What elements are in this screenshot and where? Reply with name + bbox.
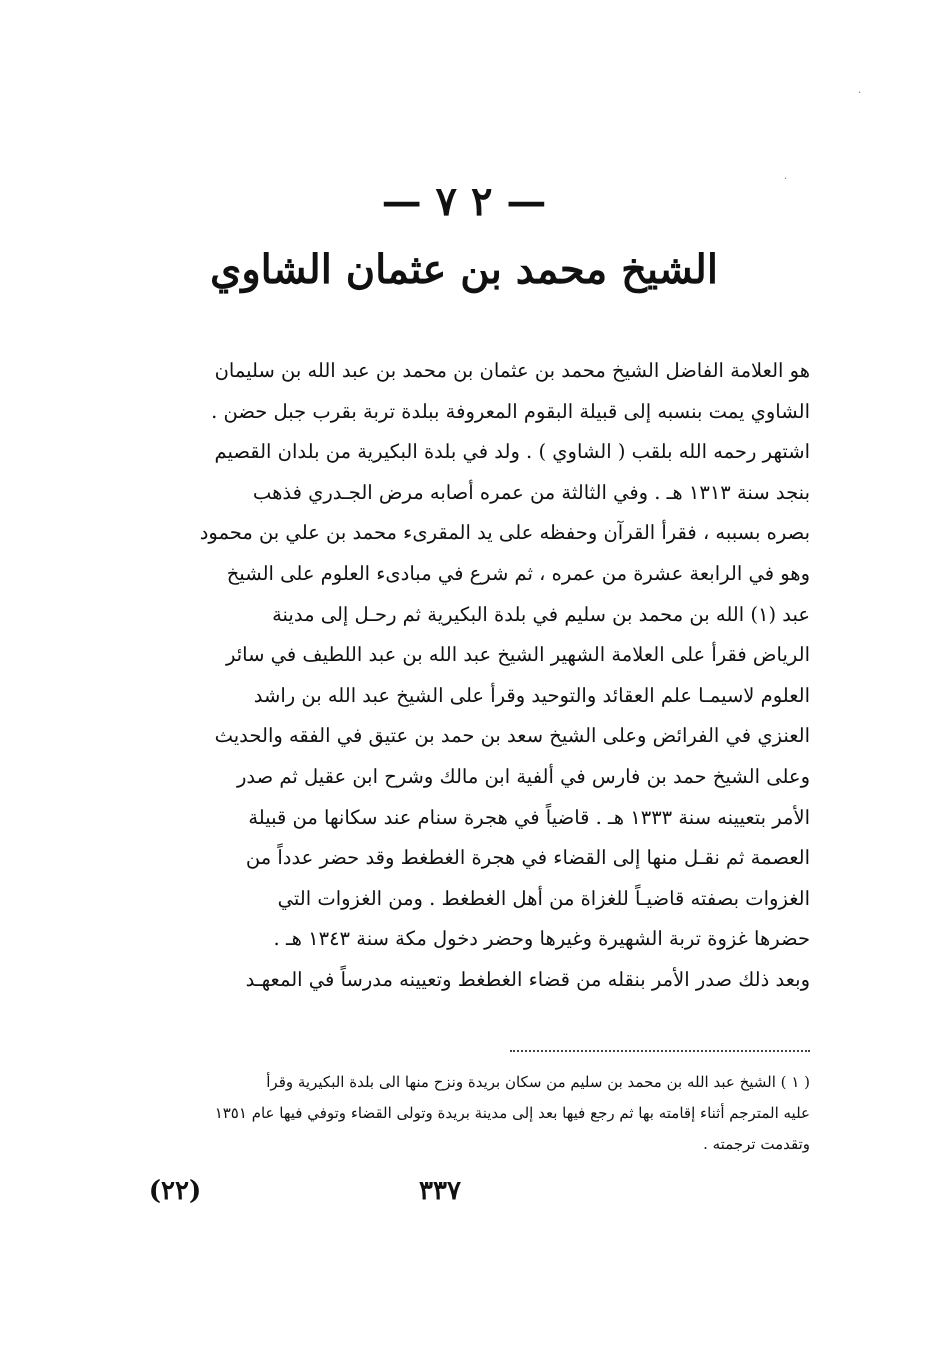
biography-title: الشيخ محمد بن عثمان الشاوي: [210, 246, 718, 293]
text-line: الغزوات بصفته قاضيـاً للغزاة من أهل الغطغط . ومن الغزوات التي: [277, 886, 810, 910]
text-line: الشاوي يمت بنسبه إلى قبيلة البقوم المعروفة ببلدة تربة بقرب جبل حضن .: [211, 399, 810, 423]
text-line: حضرها غزوة تربة الشهيرة وغيرها وحضر دخول مكة سنة ١٣٤٣ هـ .: [273, 927, 810, 951]
text-line: العصمة ثم نقـل منها إلى القضاء في هجرة الغطغط وقد حضر عدداً من: [245, 846, 810, 870]
text-line: العنزي في الفرائض وعلى الشيخ سعد بن حمد بن عتيق في الفقه والحديث: [214, 724, 810, 748]
text-line: هو العلامة الفاضل الشيخ محمد بن عثمان بن محمد بن عبد الله بن سليمان: [214, 359, 810, 382]
page-number: ٣٣٧: [419, 1176, 461, 1206]
text-line: وبعد ذلك صدر الأمر بنقله من قضاء الغطغط وتعيينه مدرساً في المعهـد: [245, 967, 810, 991]
sheet-number: (٢٢): [148, 1176, 202, 1206]
entry-number: — ٢ ٧ —: [381, 178, 547, 225]
footnote-line: عليه المترجم أثناء إقامته بها ثم رجع فيها بعد إلى مدينة بريدة وتولى القضاء وتوفي فيها عام ١٣٥١: [214, 1104, 810, 1122]
scan-speck: ·: [858, 88, 862, 99]
biography-text: [118, 351, 810, 1001]
text-line: عبد (١) الله بن محمد بن سليم في بلدة البكيرية ثم رحـل إلى مدينة: [272, 602, 810, 626]
text-line: بصره بسببه ، فقرأ القرآن وحفظه على يد المقرىء محمد بن علي بن محمود: [199, 521, 810, 545]
footnote-line: ( ١ ) الشيخ عبد الله بن محمد بن سليم من سكان بريدة ونزح منها الى بلدة البكيرية وقرأ: [266, 1073, 810, 1091]
text-line: الأمر بتعيينه سنة ١٣٣٣ هـ . قاضياً في هجرة سنام عند سكانها من قبيلة: [248, 805, 810, 829]
footnotes: [118, 1067, 810, 1160]
text-line: الرياض فقرأ على العلامة الشهير الشيخ عبد الله بن عبد اللطيف في سائر: [225, 643, 810, 667]
footnote-divider: [510, 1050, 810, 1052]
footnote-line: وتقدمت ترجمته .: [703, 1135, 810, 1153]
text-line: بنجد سنة ١٣١٣ هـ . وفي الثالثة من عمره أصابه مرض الجـدري فذهب: [252, 480, 810, 504]
scan-speck: ·: [784, 174, 788, 185]
text-line: العلوم لاسيمـا علم العقائد والتوحيد وقرأ على الشيخ عبد الله بن راشد: [253, 683, 810, 707]
text-line: وهو في الرابعة عشرة من عمره ، ثم شرع في مبادىء العلوم على الشيخ: [226, 561, 810, 585]
text-line: اشتهر رحمه الله بلقب ( الشاوي ) . ولد في بلدة البكيرية من بلدان القصيم: [214, 440, 810, 464]
text-line: وعلى الشيخ حمد بن فارس في ألفية ابن مالك وشرح ابن عقيل ثم صدر: [236, 764, 810, 788]
